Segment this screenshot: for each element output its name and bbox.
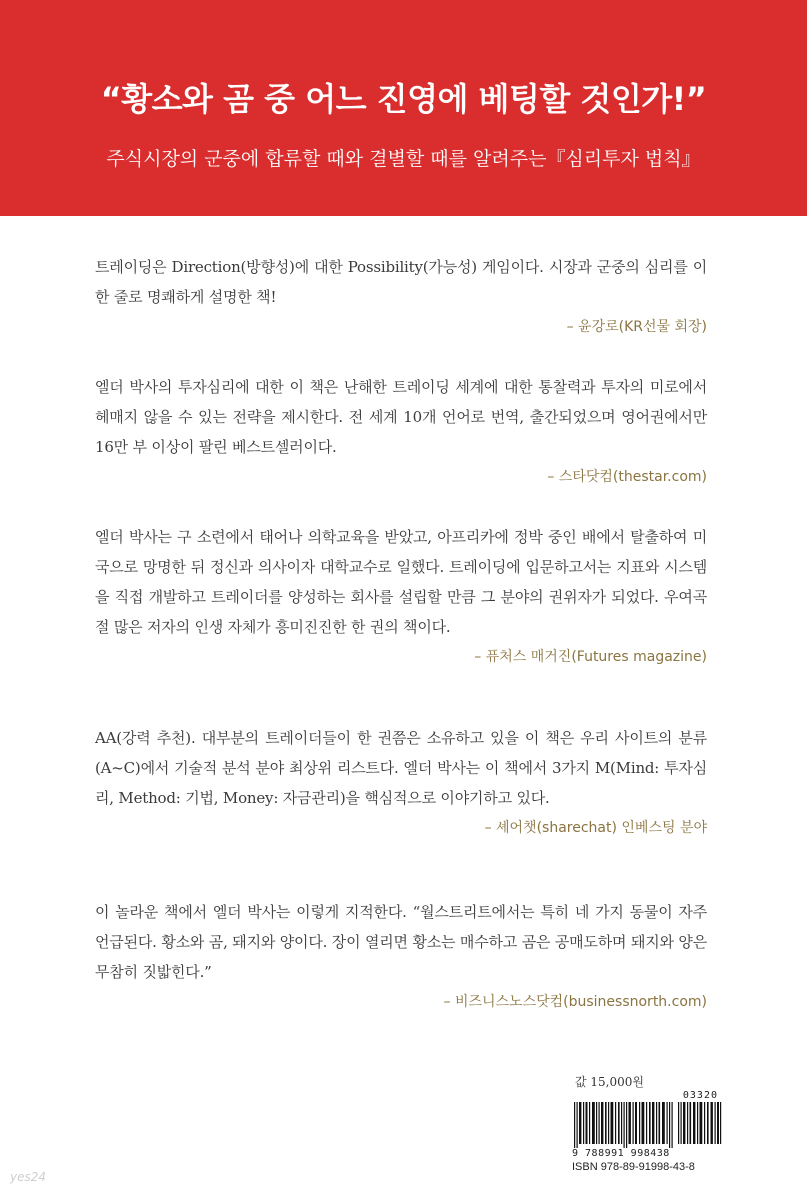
barcode-ean-number: 9 788991 998438 <box>572 1148 670 1159</box>
review-attribution: – 셰어챗(sharechat) 인베스팅 분야 <box>484 820 707 836</box>
review-text: 이 놀라운 책에서 엘더 박사는 이렇게 지적한다. “월스트리트에서는 특히 네 가지 동물이 자주 언급된다. 황소와 곰, 돼지와 양이다. 장이 열리면 황소는 매수하고 곰은 공매도하며 돼지와 양은 무참히 짓밟힌다.” <box>95 903 707 981</box>
price-label: 값 15,000원 <box>575 1075 644 1089</box>
isbn-barcode <box>572 1090 722 1173</box>
review-block <box>95 522 707 666</box>
review-attribution: – 비즈니스노스닷컴(businessnorth.com) <box>443 994 707 1010</box>
review-block <box>95 723 707 837</box>
isbn-label: ISBN 978-89-91998-43-8 <box>572 1161 695 1173</box>
review-attribution: – 스타닷컴(thestar.com) <box>547 469 707 485</box>
barcode-icon <box>572 1102 722 1148</box>
headline: “황소와 곰 중 어느 진영에 베팅할 것인가!” <box>100 80 707 118</box>
review-text: 엘더 박사의 투자심리에 대한 이 책은 난해한 트레이딩 세계에 대한 통찰력과 투자의 미로에서 헤매지 않을 수 있는 전략을 제시한다. 전 세계 10개 언어로 번역, 출간되었으며 영어권에서만 16만 부 이상이 팔린 베스트셀러이다. <box>95 378 707 456</box>
watermark-logo: yes24 <box>10 1170 47 1184</box>
barcode-addon-number: 03320 <box>682 1090 718 1101</box>
header-banner <box>0 0 807 216</box>
review-block <box>95 897 707 1011</box>
review-text: AA(강력 추천). 대부분의 트레이더들이 한 권쯤은 소유하고 있을 이 책은 우리 사이트의 분류(A~C)에서 기술적 분석 분야 최상위 리스트다. 엘더 박사는 이 책에서 3가지 M(Mind: 투자심리, Method: 기법, Money: 자금관리)을 핵심적으로 이야기하고 있다. <box>95 729 707 807</box>
review-block <box>95 252 707 336</box>
review-attribution: – 윤강로(KR선물 회장) <box>566 319 707 335</box>
review-text: 엘더 박사는 구 소련에서 태어나 의학교육을 받았고, 아프리카에 정박 중인 배에서 탈출하여 미국으로 망명한 뒤 정신과 의사이자 대학교수로 일했다. 트레이딩에 입문하고서는 지표와 시스템을 직접 개발하고 트레이더를 양성하는 회사를 설립할 만큼 그 분야의 권위자가 되었다. 우여곡절 많은 저자의 인생 자체가 흥미진진한 한 권의 책이다. <box>95 528 707 636</box>
review-block <box>95 372 707 486</box>
subheadline: 주식시장의 군중에 합류할 때와 결별할 때를 알려주는『심리투자 법칙』 <box>106 148 701 170</box>
review-text: 트레이딩은 Direction(방향성)에 대한 Possibility(가능성) 게임이다. 시장과 군중의 심리를 이 한 줄로 명쾌하게 설명한 책! <box>95 258 707 306</box>
review-attribution: – 퓨처스 매거진(Futures magazine) <box>474 649 707 665</box>
